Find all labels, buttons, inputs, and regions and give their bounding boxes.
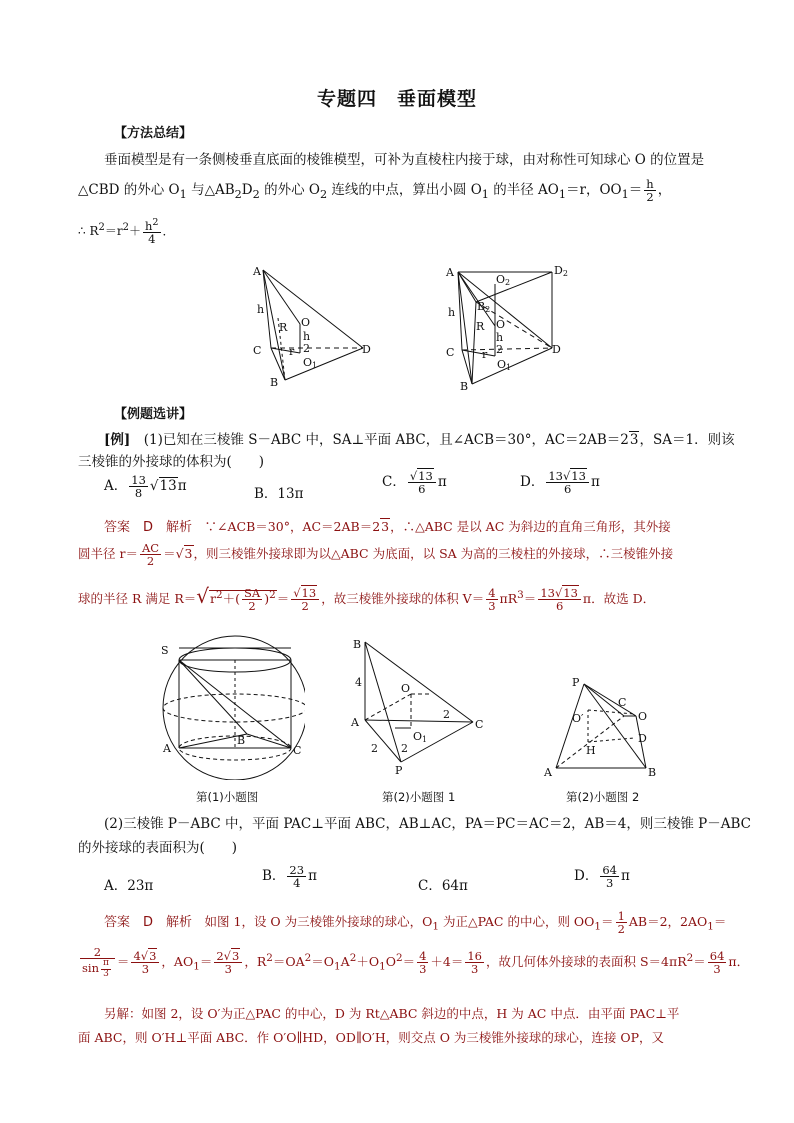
svg-text:B: B: [270, 376, 279, 389]
caption-figure-1: 第(1)小题图: [196, 790, 259, 804]
svg-text:2: 2: [371, 742, 378, 755]
svg-text:D: D: [638, 732, 647, 745]
method-heading: 【方法总结】: [114, 126, 193, 141]
a1-line-2: 圆半径 r＝ $\frac{AC}{2}$ ＝√3，则三棱锥外接球即为以△ABC 为底面，以 SA 为高的三棱柱的外接球，∴三棱锥外接: [78, 541, 674, 569]
svg-text:O: O: [401, 682, 411, 695]
alt-solution-line-2: 面 ABC，则 O′H⊥平面 ABC．作 O′O∥HD，OD∥O′H，则交点 O 为三棱锥外接球的球心，连接 OP，又: [78, 1030, 665, 1045]
examples-heading: 【例题选讲】: [114, 407, 193, 422]
page-title: 专题四 垂面模型: [316, 88, 477, 110]
h-over-2-fraction: $\frac{h}{2}$: [646, 177, 654, 205]
figure-q2-fig2: [540, 672, 670, 780]
svg-text:B: B: [237, 734, 246, 747]
svg-text:2: 2: [303, 342, 310, 355]
svg-text:P: P: [572, 676, 580, 689]
a2-line-2: 2 sin $\frac{\pi}{3}$ ＝ $\frac{4√3}{3}$ ，$AO_1=$ $\frac{2√3}{3}$ ，$R^2=OA^2=O_1A^2+O_1O^2=$ $\frac{4}{3}$ ＋4＝ $\frac{16}{3}$ ，故几何体外接球的表面积 $S=4\pi R^2=$ $\frac{64}{3}$ π．: [82, 945, 750, 979]
q1-choice-b[interactable]: B．13π: [254, 486, 304, 502]
svg-text:C: C: [253, 344, 262, 357]
svg-text:H: H: [586, 744, 596, 757]
svg-text:A: A: [163, 742, 171, 755]
alt-solution-line-1: 另解：如图 2，设 O′为正△PAC 的中心，D 为 Rt△ABC 斜边的中点，H 为 AC 中点．由平面 PAC⊥平: [104, 1006, 680, 1021]
q1-choice-c[interactable]: C． $\frac{√13}{6}$ π: [382, 469, 447, 497]
method-line-3: ∴ $R^2=r^2+$ $\frac{h^2}{4}$ ．: [78, 217, 175, 246]
svg-text:4: 4: [355, 676, 362, 689]
svg-text:A: A: [544, 766, 552, 779]
svg-text:O2: O2: [496, 273, 511, 287]
svg-text:B: B: [648, 766, 657, 779]
svg-text:r: r: [289, 345, 295, 358]
q2-choice-d[interactable]: D． $\frac{64}{3}$ π: [574, 863, 630, 891]
svg-text:P: P: [395, 764, 403, 777]
q1-choice-a[interactable]: A． $\frac{13}{8}$ √13π: [104, 473, 187, 501]
svg-text:O1: O1: [497, 358, 512, 372]
q2-line-2: 的外接球的表面积为( ): [78, 840, 238, 856]
svg-text:S: S: [161, 644, 169, 657]
svg-text:h: h: [496, 331, 504, 344]
svg-text:h: h: [448, 306, 456, 319]
a2-line-1: 答案 D 解析 如图 1，设 O 为三棱锥外接球的球心，$O_1$ 为正△PAC 的中心，则 $OO_1=$ $\frac{1}{2}$ AB＝2，$2AO_1=$: [104, 909, 727, 937]
h2-over-4-fraction: $\frac{h^2}{4}$: [145, 217, 159, 246]
svg-text:h: h: [303, 330, 311, 343]
svg-text:C: C: [446, 346, 455, 359]
svg-text:2: 2: [496, 343, 503, 356]
q2-choice-b[interactable]: B． $\frac{23}{4}$ π: [262, 863, 317, 891]
q2-choice-a[interactable]: A．23π: [104, 878, 154, 894]
method-line-2: △CBD 的外心 $O_1$ 与$\triangle AB_2D_2$ 的外心 $O_2$ 连线的中点，算出小圆 $O_1$ 的半径 $AO_1=r$，$OO_1=$ $\frac{h}{2}$ ，: [78, 177, 672, 205]
svg-text:C: C: [475, 718, 484, 731]
svg-text:2: 2: [443, 708, 450, 721]
q2-choice-c[interactable]: C．64π: [418, 878, 468, 894]
svg-text:B: B: [460, 380, 469, 392]
q1-line-1: [例] (1)已知在三棱锥 S－ABC 中，SA⊥平面 ABC，且∠ACB＝30°，AC＝2AB＝23，SA＝1．则该: [104, 432, 735, 448]
caption-figure-2: 第(2)小题图 1: [382, 790, 456, 804]
svg-text:R: R: [279, 321, 288, 334]
svg-text:O: O: [496, 318, 506, 331]
svg-text:r: r: [482, 348, 488, 361]
svg-text:B2: B2: [477, 300, 491, 314]
figure-sphere-prism: [155, 630, 305, 780]
svg-text:O: O: [638, 710, 648, 723]
svg-text:A: A: [351, 716, 359, 729]
svg-text:A: A: [253, 265, 261, 278]
svg-text:C: C: [618, 696, 627, 709]
figure-prism: [440, 258, 580, 392]
svg-text:R: R: [476, 320, 485, 333]
caption-figure-3: 第(2)小题图 2: [566, 790, 640, 804]
svg-text:O′: O′: [572, 712, 584, 725]
svg-text:D: D: [362, 343, 371, 356]
svg-text:2: 2: [401, 742, 408, 755]
a1-line-1: 答案 D 解析 ∵∠ACB＝30°，AC＝2AB＝23，∴△ABC 是以 AC 为斜边的直角三角形，其外接: [104, 519, 671, 535]
figure-q2-fig1: [345, 634, 495, 779]
q2-line-1: (2)三棱锥 P－ABC 中，平面 PAC⊥平面 ABC，AB⊥AC，PA＝PC＝AC＝2，AB＝4，则三棱锥 P－ABC: [104, 816, 751, 832]
figure-pyramid: [245, 258, 385, 390]
svg-text:O: O: [301, 316, 311, 329]
svg-text:D: D: [552, 343, 561, 356]
method-line-1: 垂面模型是有一条侧棱垂直底面的棱锥模型，可补为直棱柱内接于球，由对称性可知球心 O 的位置是: [104, 152, 705, 168]
svg-text:O1: O1: [413, 730, 428, 744]
svg-text:B: B: [353, 638, 362, 651]
svg-text:D2: D2: [554, 264, 568, 278]
a1-line-3: 球的半径 R 满足 $R=√r^2+$( $\frac{SA}{2}$ )$^2$＝ $\frac{√13}{2}$ ，故三棱锥外接球的体积 V＝ $\frac{4}{3}$ $\pi R^3=$ $\frac{13√13}{6}$ π．故选 D．: [78, 584, 656, 613]
svg-text:O1: O1: [303, 356, 318, 370]
svg-text:C: C: [293, 744, 302, 757]
svg-text:A: A: [446, 266, 454, 279]
q1-choice-d[interactable]: D． $\frac{13√13}{6}$ π: [520, 469, 600, 497]
svg-text:h: h: [257, 303, 265, 316]
q1-line-2: 三棱锥的外接球的体积为( ): [78, 454, 265, 470]
